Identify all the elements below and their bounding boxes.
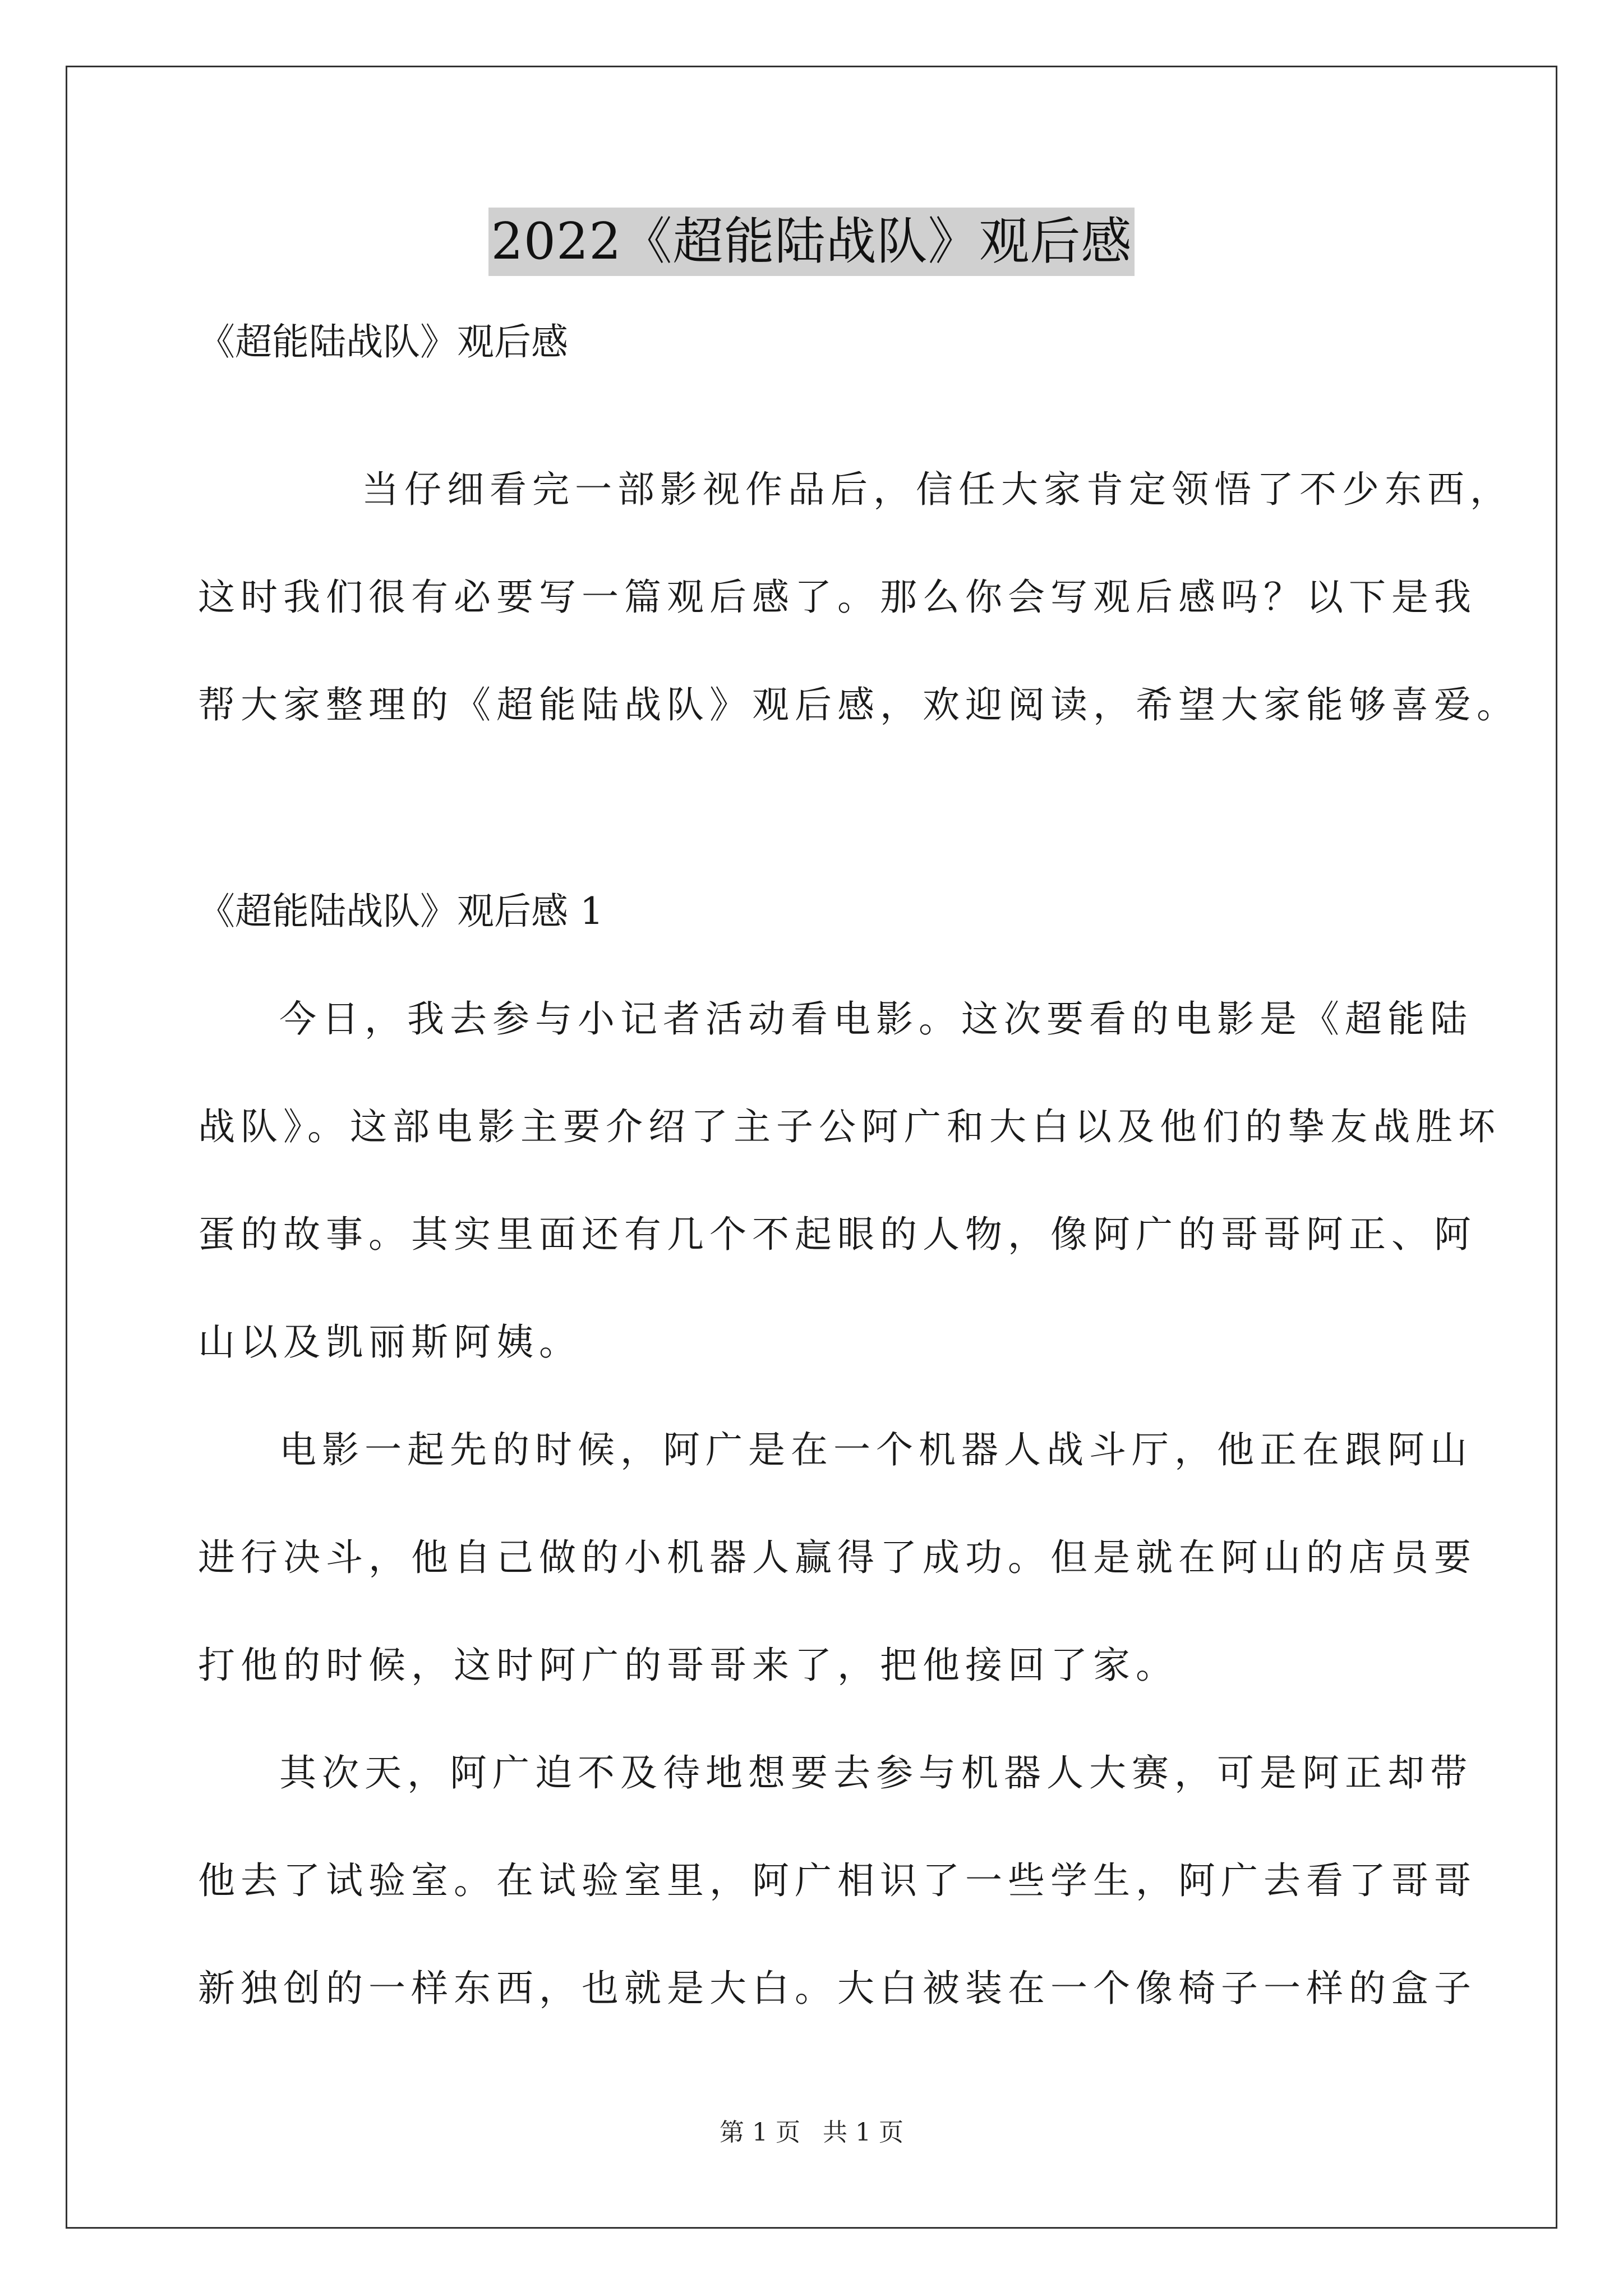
body-line: 战队》。这部电影主要介绍了主子公阿广和大白以及他们的挚友战胜坏 bbox=[198, 1105, 1501, 1148]
document-title: 2022《超能陆战队》观后感 bbox=[488, 208, 1134, 276]
body-line: 电影一起先的时候，阿广是在一个机器人战斗厅，他正在跟阿山 bbox=[279, 1428, 1473, 1471]
body-line: 打他的时候，这时阿广的哥哥来了，把他接回了家。 bbox=[198, 1644, 1178, 1687]
body-line: 他去了试验室。在试验室里，阿广相识了一些学生，阿广去看了哥哥 bbox=[198, 1859, 1477, 1902]
section-heading: 《超能陆战队》观后感 1 bbox=[198, 890, 603, 933]
document-subtitle: 《超能陆战队》观后感 bbox=[198, 320, 568, 364]
intro-line: 这时我们很有必要写一篇观后感了。那么你会写观后感吗？以下是我 bbox=[198, 576, 1477, 619]
body-line: 其次天，阿广迫不及待地想要去参与机器人大赛，可是阿正却带 bbox=[279, 1751, 1473, 1795]
page-number-current: 第 1 页 bbox=[720, 2118, 800, 2147]
body-line: 今日，我去参与小记者活动看电影。这次要看的电影是《超能陆 bbox=[279, 997, 1473, 1041]
title-container bbox=[0, 208, 1623, 276]
intro-line: 当仔细看完一部影视作品后，信任大家肯定领悟了不少东西， bbox=[362, 468, 1513, 511]
page-number-total: 共 1 页 bbox=[823, 2118, 903, 2147]
page-footer bbox=[0, 2116, 1623, 2150]
body-line: 新独创的一样东西，也就是大白。大白被装在一个像椅子一样的盒子 bbox=[198, 1967, 1477, 2010]
body-line: 蛋的故事。其实里面还有几个不起眼的人物，像阿广的哥哥阿正、阿 bbox=[198, 1213, 1477, 1256]
body-line: 山以及凯丽斯阿姨。 bbox=[198, 1320, 582, 1364]
body-line: 进行决斗，他自己做的小机器人赢得了成功。但是就在阿山的店员要 bbox=[198, 1536, 1477, 1579]
intro-line: 帮大家整理的《超能陆战队》观后感，欢迎阅读，希望大家能够喜爱。 bbox=[198, 683, 1519, 726]
